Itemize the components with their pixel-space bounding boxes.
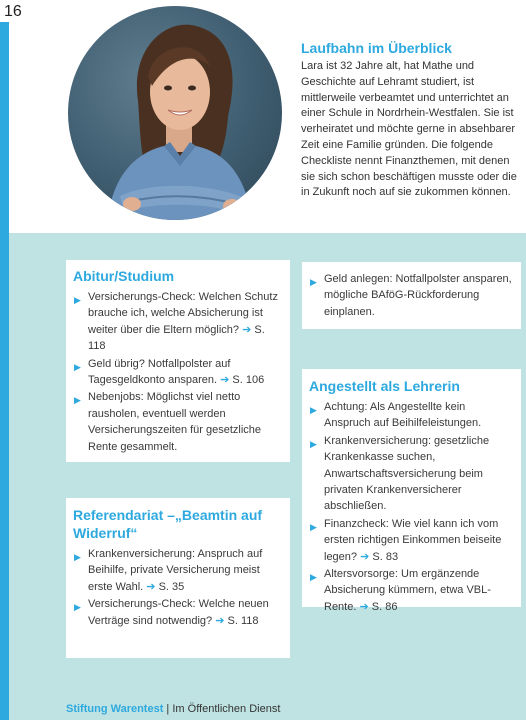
arrow-right-icon: ➔ [220,374,230,387]
list-item: ▶ Altersvorsorge: Um ergänzende Absicherung kümmern, etwa VBL-Rente. ➔ S. 86 [310,568,491,613]
page-reference: S. 35 [158,580,185,593]
arrow-right-icon: ➔ [360,550,370,563]
page-reference: S. 118 [88,323,265,353]
list-item: ▶ Versicherungs-Check: Welchen Schutz brauche ich, welche Absicherung ist weiter über die Eltern möglich? ➔ S. 118 [74,291,278,353]
portrait-illustration [68,6,282,220]
card-title: Abitur/Studium [73,268,175,284]
list-item: ▶ Geld anlegen: Notfallpolster ansparen, mögliche BAföG-Rückforderung einplanen. [310,273,512,318]
list-item: ▶ Krankenversicherung: Anspruch auf Beihilfe, private Versicherung meist erste Wahl. ➔ S. 35 [74,548,263,593]
page-reference: S. 118 [227,614,259,627]
side-accent-bar [0,22,9,720]
arrow-right-icon: ➔ [215,614,225,627]
list-item: ▶ Krankenversicherung: gesetzliche Krankenkasse suchen, Anwartschaftsversicherung beim privaten Krankenversicherer abschließen. [310,434,490,513]
portrait-photo [68,6,282,220]
triangle-bullet-icon: ▶ [310,277,317,287]
footer-brand: Stiftung Warentest [66,703,164,715]
triangle-bullet-icon: ▶ [310,521,317,532]
footer-separator: | [163,703,173,715]
intro-title: Laufbahn im Überblick [301,40,452,56]
card-referendariat [66,498,290,658]
triangle-bullet-icon: ▶ [310,438,317,449]
triangle-bullet-icon: ▶ [74,602,81,613]
page-reference: S. 86 [371,600,398,613]
triangle-bullet-icon: ▶ [310,572,317,583]
intro-text: Lara ist 32 Jahre alt, hat Mathe und Geschichte auf Lehramt studiert, ist mittlerweile verbeamtet und unterrichtet an einer Schule in Nordrhein-Westfalen. Sie ist verheiratet und möchte gerne in absehbarer Zeit eine Familie gründen. Die folgende Checkliste nennt Finanzthemen, mit denen sie sich schon beschäftigen musste oder die in Zukunft noch auf sie zukommen können. [301,60,517,199]
arrow-right-icon: ➔ [146,580,156,593]
card-angestellt [302,369,521,613]
intro-section [301,40,523,201]
checklist [73,289,280,455]
triangle-bullet-icon: ▶ [74,361,81,372]
card-title: Referendariat –„Beamtin auf Widerruf“ [73,507,263,541]
triangle-bullet-icon: ▶ [74,552,81,562]
triangle-bullet-icon: ▶ [74,395,81,406]
footer-section: Im Öffentlichen Dienst [172,703,281,715]
checklist [309,271,513,320]
checklist [73,546,280,629]
list-item: ▶ Versicherungs-Check: Welche neuen Verträge sind notwendig? ➔ S. 118 [74,598,269,627]
triangle-bullet-icon: ▶ [310,405,317,415]
list-item: ▶ Nebenjobs: Möglichst viel netto rausholen, eventuell werden Versicherungszeiten für gesetzliche Rente gesammelt. [74,391,262,453]
checklist [309,399,513,615]
page-reference: S. 106 [232,374,265,387]
page-number: 16 [4,3,22,20]
card-title: Angestellt als Lehrerin [309,378,460,394]
triangle-bullet-icon: ▶ [74,295,81,305]
list-item: ▶ Geld übrig? Notfallpolster auf Tagesgeldkonto ansparen. ➔ S. 106 [74,357,265,387]
list-item: ▶ Finanzcheck: Wie viel kann ich vom ersten richtigen Einkommen beiseite legen? ➔ S. 83 [310,517,502,563]
card-geld-anlegen [302,262,521,329]
list-item: ▶ Achtung: Als Angestellte kein Anspruch auf Beihilfeleistungen. [310,401,482,430]
page-reference: S. 83 [372,550,399,563]
card-abitur-studium [66,260,290,462]
page-footer [66,703,280,715]
arrow-right-icon: ➔ [359,600,369,613]
arrow-right-icon: ➔ [242,323,252,336]
